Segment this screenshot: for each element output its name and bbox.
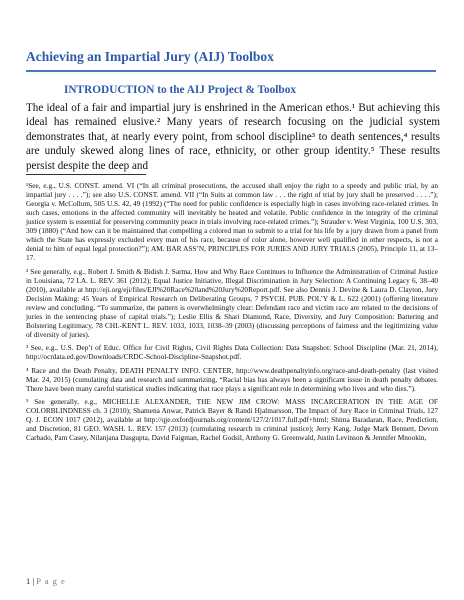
page-number: 1 <box>26 576 31 586</box>
footnote-2: ² See generally, e.g., Robert J. Smith & Bidish J. Sarma, How and Why Race Continues to Influence the Administration of Criminal Justice in Louisiana, 72 LA. L. REV. 361 (2012); Equal Justice Initiative, Illegal Discrimination in Jury Selection: A Continuing Legacy 6, 38–40 (2010), available at http://eji.org/eji/files/EJI%20Race%20and%20Jury%20Report.pdf. See also Dennis J. Devine & Laura D. Clayton, Jury Decision Making: 45 Years of Empirical Research on Deliberating Groups, 7 PSYCH. PUB. POL’Y & L. 622 (2001) (offering literature review and concluding, “To summarize, the pattern is overwhelmingly clear: Defendant race and victim race are related to the decisions of juries in the sentencing phase of capital trials.”); Leslie Ellis & Shari Diamond, Race, Diversity, and Jury Composition: Battering and Bolstering Legitimacy, 78 CHI.-KENT L. REV. 1033, 1033, 1038–39 (2003) (discussing perceptions of fairness and the legitimizing value of diversity of juries). <box>26 266 438 339</box>
page-label: P a g e <box>36 576 66 586</box>
footnote-separator <box>26 174 146 175</box>
footnote-4: ⁴ Race and the Death Penalty, DEATH PENALTY INFO. CENTER, http://www.deathpenaltyinfo.org/race-and-death-penalty (last visited Mar. 24, 2015) (cumulating data and research and summarizing, “Racial bias has always been a significant issue in death penalty debates. There have been many careful statistical studies indicating that race plays a significant role in determining who lives and who dies.”). <box>26 365 438 393</box>
page-title: Achieving an Impartial Jury (AIJ) Toolbox <box>26 49 274 64</box>
title-underline <box>26 70 436 72</box>
footnote-3: ³ See, e.g., U.S. Dep’t of Educ. Office for Civil Rights, Civil Rights Data Collection: Data Snapshot: School Discipline (Mar. 21, 2014), http://ocrdata.ed.gov/Downloads/CRDC-School-Discipline-Snapshot.pdf. <box>26 343 438 362</box>
footnote-5: ⁵ See generally, e.g., MICHELLE ALEXANDER, THE NEW JIM CROW: MASS INCARCERATION IN THE AGE OF COLORBLINDNESS ch. 3 (2010); Shamena Anwar, Patrick Bayer & Randi Hjalmarsson, The Impact of Jury Race in Criminal Trials, 127 Q. J. ECON 1017 (2012), available at http://qje.oxfordjournals.org/content/127/2/1017.full.pdf+html; Shima Baradaran, Race, Prediction, and Discretion, 81 GEO. WASH. L. REV. 157 (2013) (cumulating research in criminal justice); Jerry Kang, Judge Mark Bennett, Devon Carbado, Pam Casey, Nilanjana Dasgupta, David Faigman, Rachel Godsil, Anthony G. Greenwald, Justin Levinson & Jennifer Mnookin, <box>26 397 438 443</box>
footnotes <box>26 181 438 447</box>
section-heading: INTRODUCTION to the AIJ Project & Toolbox <box>64 84 297 96</box>
page-footer <box>26 576 66 586</box>
body-paragraph: The ideal of a fair and impartial jury is enshrined in the American ethos.¹ But achieving this ideal has remained elusive.² Many years of research focusing on the judicial system demonstrates that, at nearly every point, from school discipline³ to death sentences,⁴ results are unduly skewed along lines of race, ethnicity, or other group identity.⁵ These results persist despite the deep and <box>26 102 440 172</box>
footnote-1: ¹See, e.g., U.S. CONST. amend. VI (“In all criminal prosecutions, the accused shall enjoy the right to a speedy and public trial, by an impartial jury . . . .”); see also U.S. CONST. amend. VII (“In Suits at common law . . . the right of trial by jury shall be preserved . . . .”); Georgia v. McCollum, 505 U.S. 42, 49 (1992) (“The need for public confidence is especially high in cases involving race-related crimes. In such cases, emotions in the affected community will inevitably be heated and volatile. Public confidence in the integrity of the criminal justice system is essential for preserving community peace in trials involving race-related crimes.”); Strauder v. West Virginia, 100 U.S. 303, 309 (1880) (“And how can it be maintained that compelling a colored man to submit to a trial for his life by a jury drawn from a panel from which the State has expressly excluded every man of his race, because of color alone, however well qualified in other respects, is not a denial to him of equal legal protection?”); AM. BAR ASS’N, PRINCIPLES FOR JURIES AND JURY TRIALS (2005), Principle 11, at 13–17. <box>26 181 438 262</box>
footer-separator: | <box>32 576 35 586</box>
